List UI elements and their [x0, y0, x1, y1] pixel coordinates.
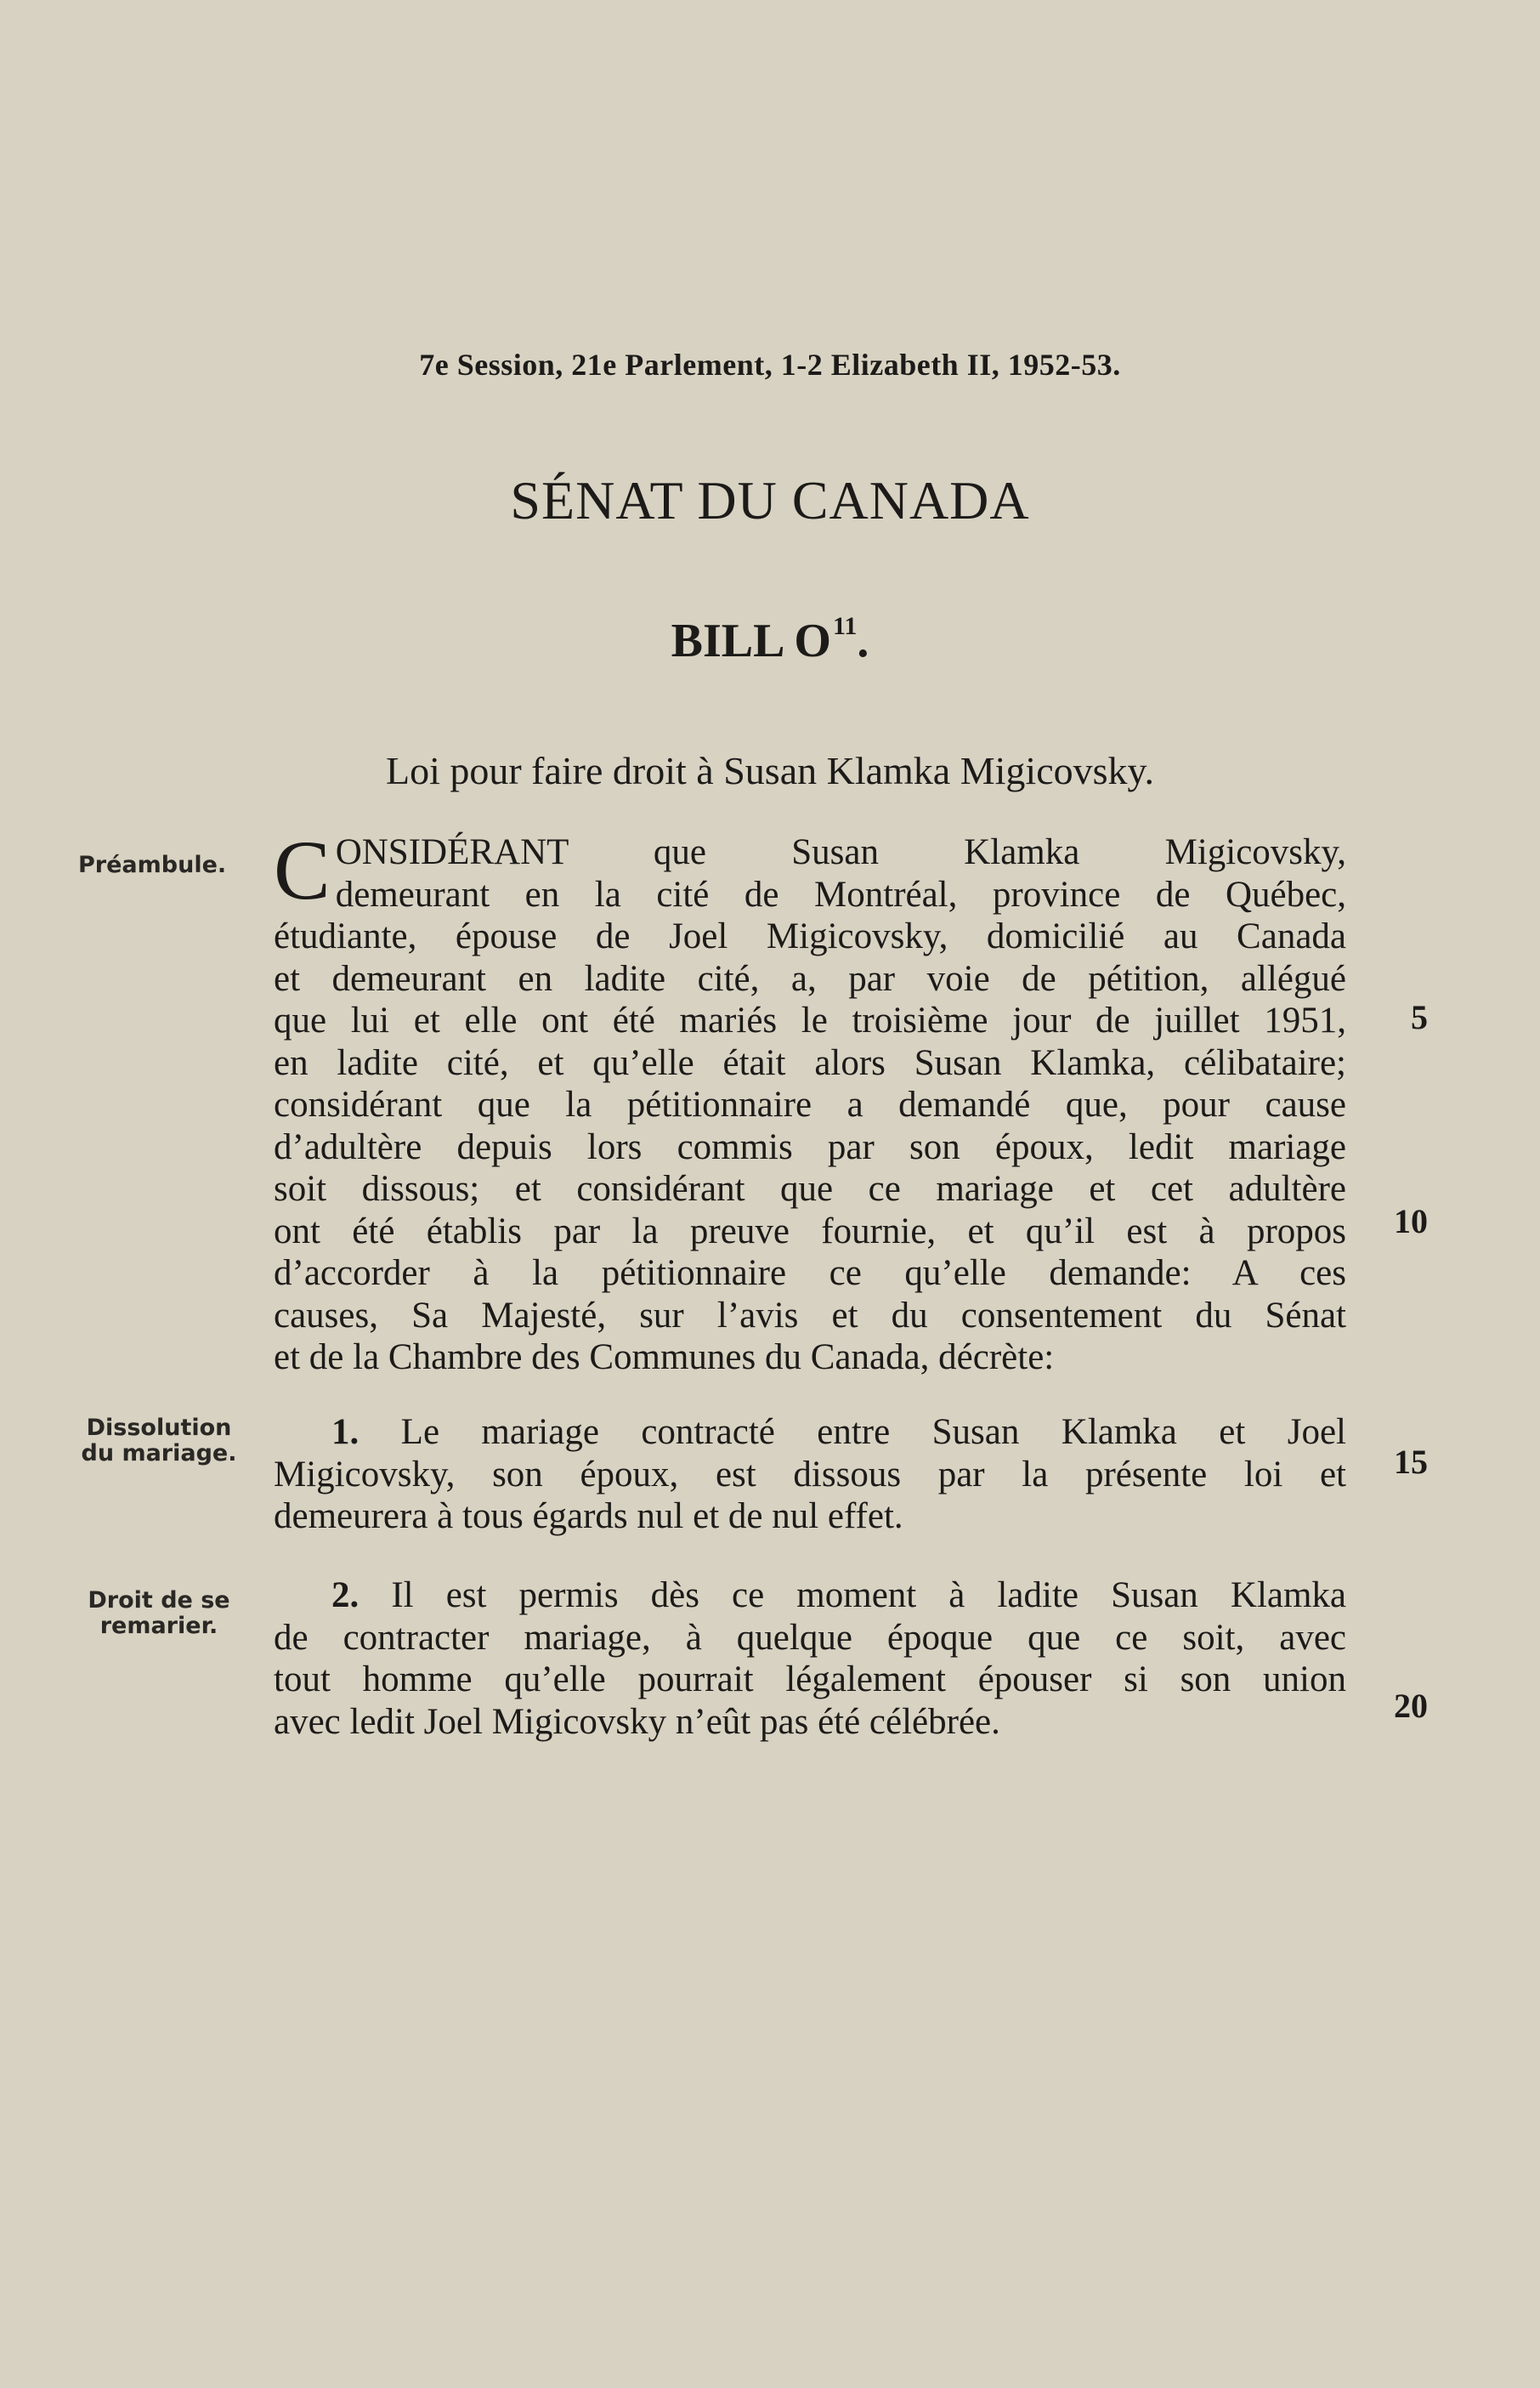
preamble-line: en ladite cité, et qu’elle était alors Susan Klamka, célibataire;: [274, 1042, 1346, 1083]
margin-note-preamble: Préambule.: [78, 852, 227, 878]
line-number: 10: [1394, 1202, 1428, 1240]
line-number: 20: [1394, 1687, 1428, 1725]
preamble-line: causes, Sa Majesté, sur l’avis et du consentement du Sénat: [274, 1295, 1346, 1336]
margin-note-remarry: [78, 1588, 240, 1639]
clause-line-text: Il est permis dès ce moment à ladite Susan Klamka: [391, 1575, 1347, 1615]
clause-line-text: Le mariage contracté entre Susan Klamka et Joel: [400, 1412, 1347, 1452]
margin-note-line: Droit de se: [88, 1587, 230, 1614]
clause-line: Migicovsky, son époux, est dissous par la présente loi et: [274, 1454, 1346, 1495]
preamble-line: considérant que la pétitionnaire a demandé que, pour cause: [274, 1085, 1346, 1125]
clause-line: [274, 1411, 1346, 1454]
preamble-line: d’adultère depuis lors commis par son époux, ledit mariage: [274, 1126, 1346, 1167]
margin-note-line: remarier.: [99, 1613, 218, 1639]
clause-line: tout homme qu’elle pourrait légalement épouser si son union: [274, 1659, 1346, 1699]
clause-number: 1.: [331, 1412, 360, 1452]
line-number: 15: [1394, 1443, 1428, 1481]
clause-2: [274, 1574, 1346, 1743]
clause-1: [274, 1411, 1346, 1538]
clause-line: demeurera à tous égards nul et de nul effet.: [274, 1496, 903, 1536]
preamble-line: que lui et elle ont été mariés le troisième jour de juillet 1951,: [274, 1001, 1346, 1041]
preamble-line: ONSIDÉRANT que Susan Klamka Migicovsky,: [335, 832, 1346, 872]
margin-note-dissolution: [78, 1415, 240, 1466]
clause-number: 2.: [331, 1575, 360, 1615]
preamble-line: et de la Chambre des Communes du Canada, décrète:: [274, 1337, 1055, 1377]
line-number: 5: [1411, 998, 1428, 1036]
preamble-line: ont été établis par la preuve fournie, et qu’il est à propos: [274, 1211, 1346, 1251]
preamble-line: soit dissous; et considérant que ce mariage et cet adultère: [274, 1169, 1346, 1209]
margin-note-line: du mariage.: [81, 1440, 237, 1466]
bill-label: BILL O: [671, 615, 831, 667]
senate-title: SÉNAT DU CANADA: [510, 470, 1030, 530]
preamble-line: étudiante, épouse de Joel Migicovsky, domicilié au Canada: [274, 916, 1346, 956]
margin-note-line: Dissolution: [86, 1415, 232, 1441]
preamble-line: et demeurant en ladite cité, a, par voie de pétition, allégué: [274, 958, 1346, 999]
clause-line: de contracter mariage, à quelque époque que ce soit, avec: [274, 1617, 1346, 1658]
preamble-line: d’accorder à la pétitionnaire ce qu’elle demande: A ces: [274, 1253, 1346, 1293]
bill-number: [0, 612, 1540, 668]
clause-line: avec ledit Joel Migicovsky n’eût pas été célébrée.: [274, 1701, 1000, 1742]
drop-cap: C: [274, 823, 331, 917]
clause-line: [274, 1574, 1346, 1617]
act-title: Loi pour faire droit à Susan Klamka Migicovsky.: [385, 749, 1155, 792]
bill-suffix: .: [857, 615, 869, 667]
bill-superscript: 11: [832, 612, 858, 640]
session-header: 7e Session, 21e Parlement, 1-2 Elizabeth II, 1952-53.: [419, 348, 1121, 382]
preamble-line: demeurant en la cité de Montréal, province de Québec,: [335, 874, 1346, 915]
preamble-paragraph: [274, 823, 1346, 1379]
